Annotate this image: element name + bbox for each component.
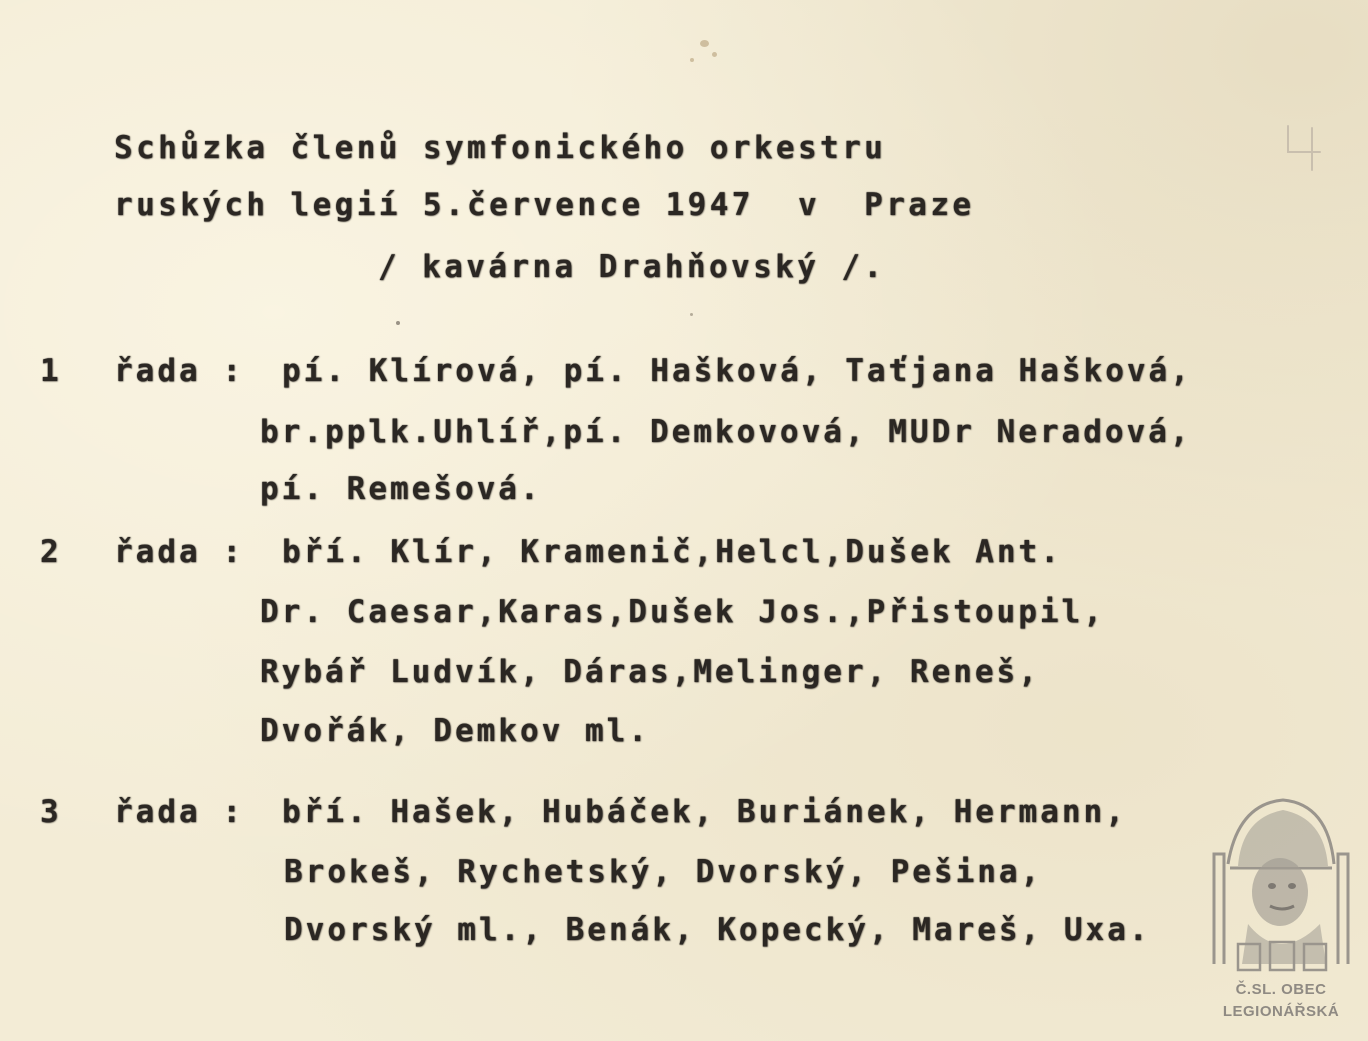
- stain-speck: [396, 321, 400, 325]
- row-1-label: řada :: [114, 353, 244, 389]
- stain-speck: [712, 52, 717, 57]
- row-3-number: 3: [40, 794, 62, 830]
- row-2-line-2: Dr. Caesar,Karas,Dušek Jos.,Přistoupil,: [260, 594, 1105, 630]
- row-2-label: řada :: [114, 534, 244, 570]
- heading-line-1: Schůzka členů symfonického orkestru: [114, 130, 887, 166]
- row-2-number: 2: [40, 534, 62, 570]
- row-2-line-3: Rybář Ludvík, Dáras,Melinger, Reneš,: [260, 654, 1040, 690]
- row-1-line-3: pí. Remešová.: [260, 471, 542, 507]
- stamp-line-1: Č.SL. OBEC: [1235, 981, 1327, 998]
- heading-line-3: / kavárna Drahňovský /.: [378, 249, 886, 285]
- legionnaire-portrait-icon: [1208, 794, 1354, 974]
- legion-stamp: [1208, 794, 1354, 1026]
- pencil-mark-icon: [1278, 118, 1338, 178]
- row-3-line-2: Brokeš, Rychetský, Dvorský, Pešina,: [284, 854, 1043, 890]
- row-2-line-1: bří. Klír, Kramenič,Helcl,Dušek Ant.: [282, 534, 1062, 570]
- row-1-line-2: br.pplk.Uhlíř,pí. Demkovová, MUDr Neradová,: [260, 414, 1192, 450]
- row-3-line-3: Dvorský ml., Benák, Kopecký, Mareš, Uxa.: [284, 912, 1151, 948]
- stamp-line-2: LEGIONÁŘSKÁ: [1222, 1003, 1340, 1020]
- heading-line-2: ruských legií 5.července 1947 v Praze: [114, 187, 975, 223]
- stain-speck: [700, 40, 709, 47]
- stain-speck: [690, 313, 693, 316]
- stain-speck: [690, 58, 694, 62]
- row-2-line-4: Dvořák, Demkov ml.: [260, 713, 650, 749]
- row-1-line-1: pí. Klírová, pí. Hašková, Taťjana Hašková,: [282, 353, 1192, 389]
- row-1-number: 1: [40, 353, 62, 389]
- row-3-label: řada :: [114, 794, 244, 830]
- row-3-line-1: bří. Hašek, Hubáček, Buriánek, Hermann,: [282, 794, 1127, 830]
